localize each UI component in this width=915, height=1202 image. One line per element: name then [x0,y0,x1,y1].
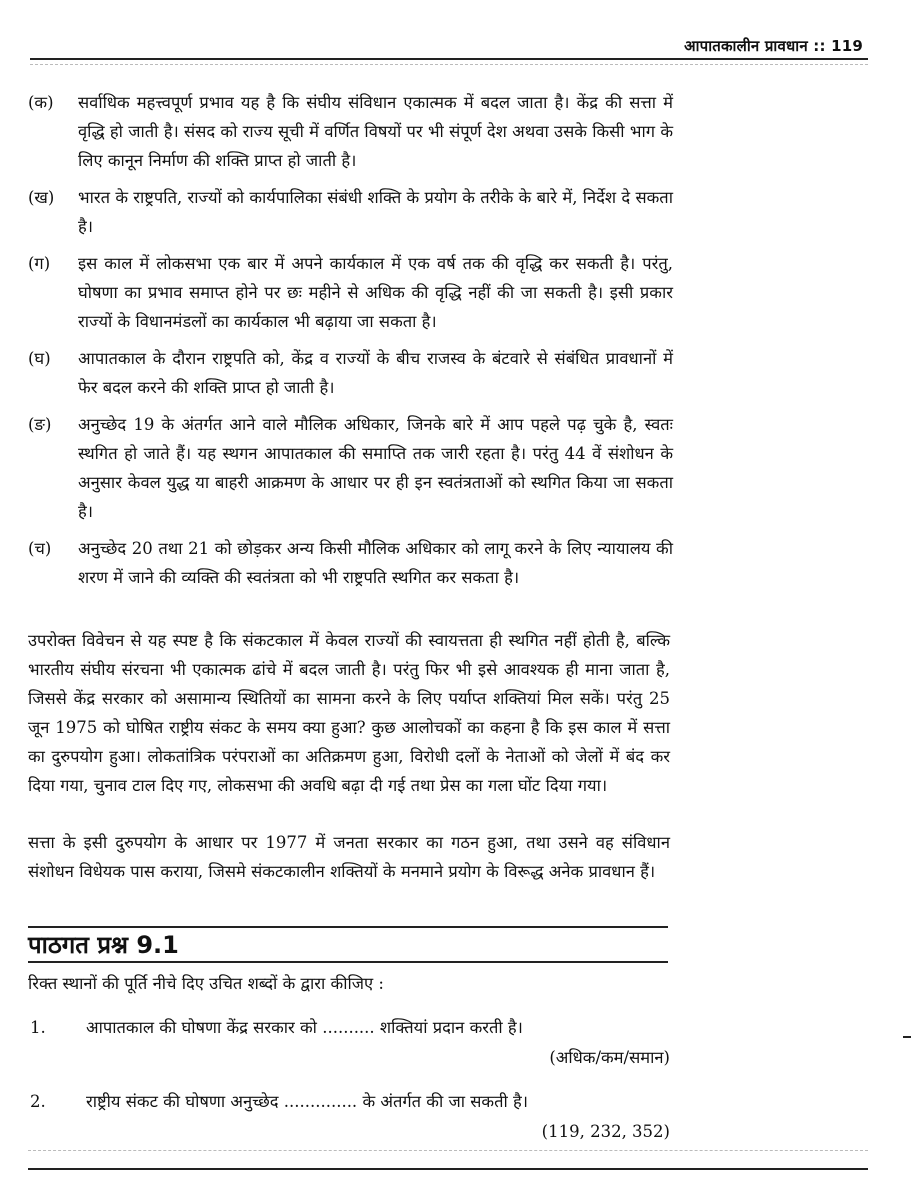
question-item [28,1088,670,1148]
question-text-after: शक्तियां प्रदान करती है। [379,1018,523,1037]
body-paragraph: सत्ता के इसी दुरुपयोग के आधार पर 1977 में जनता सरकार का गठन हुआ, तथा उसने वह संविधान संशोधन विधेयक पास कराया, जिसमे संकटकालीन शक्तियों के मनमाने प्रयोग के विरूद्ध अनेक प्रावधान हैं। [28,833,670,881]
list-item [28,534,673,592]
question-text [86,1014,523,1042]
question-text-before: आपातकाल की घोषणा केंद्र सरकार को [86,1018,317,1037]
header-rule [30,58,868,60]
fill-blank: .............. [283,1092,358,1111]
item-label: (ख) [28,188,55,207]
item-label: (ङ) [28,415,52,434]
list-item [28,249,673,336]
list-item [28,183,673,241]
question-item [28,1014,670,1074]
item-text: इस काल में लोकसभा एक बार में अपने कार्यकाल में एक वर्ष तक की वृद्धि कर सकती है। परंतु, घोषणा का प्रभाव समाप्त होने पर छः महीने से अधिक की वृद्धि नहीं की जा सकती है। इसी प्रकार राज्यों के विधानमंडलों का कार्यकाल भी बढ़ाया जा सकता है। [78,254,673,331]
list-item [28,88,673,175]
item-label: (घ) [28,349,51,368]
provisions-list [28,88,673,600]
exercise-instruction: रिक्त स्थानों की पूर्ति नीचे दिए उचित शब्दों के द्वारा कीजिए : [28,974,384,993]
item-label: (च) [28,539,52,558]
question-text-after: के अंतर्गत की जा सकती है। [362,1092,529,1111]
fill-blank: .......... [322,1018,375,1037]
answer-options: (119, 232, 352) [541,1122,670,1141]
question-text-before: राष्ट्रीय संकट की घोषणा अनुच्छेद [86,1092,279,1111]
scan-noise-line [30,64,868,65]
scan-noise-line [28,1150,868,1151]
item-label: (क) [28,93,54,112]
body-paragraph: उपरोक्त विवेचन से यह स्पष्ट है कि संकटकाल में केवल राज्यों की स्वायत्तता ही स्थगित नहीं होती है, बल्कि भारतीय संघीय संरचना भी एकात्मक ढांचे में बदल जाती है। परंतु फिर भी इसे आवश्यक ही माना जाता है, जिससे केंद्र सरकार को असामान्य स्थितियों का सामना करने के लिए पर्याप्त शक्तियां मिल सकें। परंतु 25 जून 1975 को घोषित राष्ट्रीय संकट के समय क्या हुआ? कुछ आलोचकों का कहना है कि इस काल में सत्ता का दुरुपयोग हुआ। लोकतांत्रिक परंपराओं का अतिक्रमण हुआ, विरोधी दलों के नेताओं को जेलों में बंद कर दिया गया, चुनाव टाल दिए गए, लोकसभा की अवधि बढ़ा दी गई तथा प्रेस का गला घोंट दिया गया। [28,631,670,795]
footer-rule [28,1168,868,1170]
item-label: (ग) [28,254,51,273]
answer-options: (अधिक/कम/समान) [549,1048,670,1067]
list-item [28,344,673,402]
item-text: भारत के राष्ट्रपति, राज्यों को कार्यपालिका संबंधी शक्ति के प्रयोग के तरीके के बारे में, निर्देश दे सकता है। [78,188,673,236]
item-text: आपातकाल के दौरान राष्ट्रपति को, केंद्र व राज्यों के बीच राजस्व के बंटवारे से संबंधित प्रावधानों में फेर बदल करने की शक्ति प्राप्त हो जाती है। [78,349,673,397]
question-number: 1. [30,1018,46,1037]
section-title: पाठगत प्रश्न 9.1 [28,931,179,959]
question-text [86,1088,528,1116]
question-number: 2. [30,1092,46,1111]
running-header: आपातकालीन प्रावधान :: 119 [684,37,863,55]
section-rule-bottom [28,961,668,963]
scan-edge-mark [903,1036,911,1038]
item-text: सर्वाधिक महत्त्वपूर्ण प्रभाव यह है कि संघीय संविधान एकात्मक में बदल जाता है। केंद्र की सत्ता में वृद्धि हो जाती है। संसद को राज्य सूची में वर्णित विषयों पर भी संपूर्ण देश अथवा उसके किसी भाग के लिए कानून निर्माण की शक्ति प्राप्त हो जाती है। [78,93,673,170]
list-item [28,410,673,526]
item-text: अनुच्छेद 20 तथा 21 को छोड़कर अन्य किसी मौलिक अधिकार को लागू करने के लिए न्यायालय की शरण में जाने की व्यक्ति की स्वतंत्रता को भी राष्ट्रपति स्थगित कर सकता है। [78,539,673,587]
item-text: अनुच्छेद 19 के अंतर्गत आने वाले मौलिक अधिकार, जिनके बारे में आप पहले पढ़ चुके है, स्वतः स्थगित हो जाते हैं। यह स्थगन आपातकाल की समाप्ति तक जारी रहता है। परंतु 44 वें संशोधन के अनुसार केवल युद्ध या बाहरी आक्रमण के आधार पर ही इन स्वतंत्रताओं को स्थगित किया जा सकता है। [78,415,673,521]
